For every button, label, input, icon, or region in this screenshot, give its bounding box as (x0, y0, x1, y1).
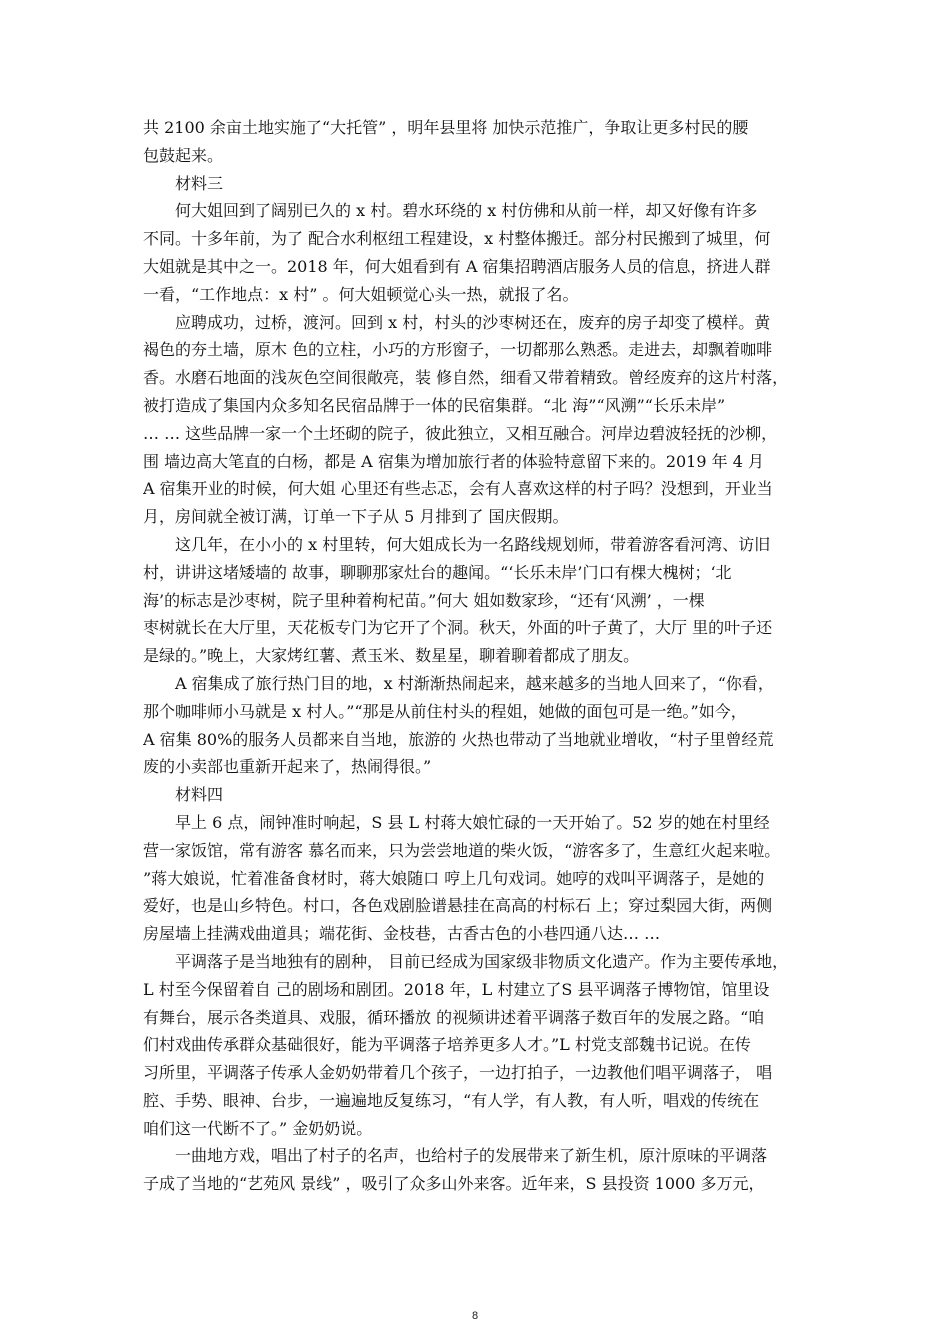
text-line: 营一家饭馆，常有游客 慕名而来，只为尝尝地道的柴火饭，“游客多了，生意红火起来啦。 (143, 840, 781, 860)
text-line: 们村戏曲传承群众基础很好，能为平调落子培养更多人才。”L 村党支部魏书记说。在传 (143, 1035, 751, 1055)
text-line: 平调落子是当地独有的剧种， 目前已经成为国家级非物质文化遗产。作为主要传承地， (175, 951, 789, 971)
text-line: 月，房间就全被订满，订单一下子从 5 月排到了 国庆假期。 (143, 507, 569, 527)
text-line: 大姐就是其中之一。2018 年，何大姐看到有 A 宿集招聘酒店服务人员的信息，挤进人群 (143, 256, 771, 276)
text-line: 海’的标志是沙枣树，院子里种着枸杞苗。”何大 姐如数家珍，“还有‘风溯’ ，一棵 (143, 590, 705, 610)
text-line: 房屋墙上挂满戏曲道具；端花街、金枝巷，古香古色的小巷四通八达… … (143, 924, 661, 944)
text-line: L 村至今保留着自 己的剧场和剧团。2018 年，L 村建立了S 县平调落子博物馆，馆里设 (143, 979, 770, 999)
text-line: 褐色的夯土墙，原木 色的立柱，小巧的方形窗子，一切都那么熟悉。走进去，却飘着咖啡 (143, 340, 773, 360)
text-line: 材料三 (175, 173, 224, 193)
text-line: 有舞台，展示各类道具、戏服，循环播放 的视频讲述着平调落子数百年的发展之路。“咱 (143, 1007, 765, 1027)
text-line: 那个咖啡师小马就是 x 村人。”“那是从前住村头的程姐，她做的面包可是一绝。”如今， (143, 701, 747, 721)
text-line: 爱好，也是山乡特色。村口，各色戏剧脸谱悬挂在高高的村标石 上；穿过梨园大街，两侧 (143, 896, 773, 916)
text-line: 咱们这一代断不了。” 金奶奶说。 (143, 1118, 373, 1138)
text-line: 应聘成功，过桥，渡河。回到 x 村，村头的沙枣树还在，废弃的房子却变了模样。黄 (175, 312, 771, 332)
text-line: ”蒋大娘说，忙着准备食材时，蒋大娘随口 哼上几句戏词。她哼的戏叫平调落子，是她的 (143, 868, 765, 888)
text-line: A 宿集 80%的服务人员都来自当地，旅游的 火热也带动了当地就业增收，“村子里曾经荒 (143, 729, 774, 749)
text-line: 村，讲讲这堵矮墙的 故事，聊聊那家灶台的趣闻。“‘长乐未岸’门口有棵大槐树；‘北 (143, 562, 732, 582)
text-line: 香。水磨石地面的浅灰色空间很敞亮，装 修自然，细看又带着精致。曾经废弃的这片村落， (143, 368, 789, 388)
text-line: 这几年，在小小的 x 村里转，何大姐成长为一名路线规划师，带着游客看河湾、访旧 (175, 534, 771, 554)
text-line: 子成了当地的“艺苑风 景线” ，吸引了众多山外来客。近年来，S 县投资 1000 多万元， (143, 1174, 765, 1194)
page-number: 8 (471, 1310, 479, 1322)
text-line: 是绿的。”晚上，大家烤红薯、煮玉米、数星星，聊着聊着都成了朋友。 (143, 646, 640, 666)
text-line: 一看，“工作地点：x 村” 。何大姐顿觉心头一热，就报了名。 (143, 284, 579, 304)
text-line: 围 墙边高大笔直的白杨，都是 A 宿集为增加旅行者的体验特意留下来的。2019 年 4 月 (143, 451, 764, 471)
text-line: 枣树就长在大厅里，天花板专门为它开了个洞。秋天，外面的叶子黄了，大厅 里的叶子还 (143, 618, 773, 638)
text-line: 腔、手势、眼神、台步，一遍遍地反复练习，“有人学，有人教，有人听，唱戏的传统在 (143, 1090, 760, 1110)
text-line: 材料四 (175, 785, 224, 805)
document-body (143, 114, 807, 1198)
text-line: A 宿集成了旅行热门目的地，x 村渐渐热闹起来，越来越多的当地人回来了，“你看， (175, 673, 774, 693)
text-line: 共 2100 余亩土地实施了“大托管” ，明年县里将 加快示范推广，争取让更多村民的腰 (143, 118, 749, 137)
text-line: 废的小卖部也重新开起来了，热闹得很。” (143, 757, 432, 777)
text-line: A 宿集开业的时候，何大姐 心里还有些忐忑，会有人喜欢这样的村子吗？没想到，开业当 (143, 479, 773, 499)
text-line: … … 这些品牌一家一个土坯砌的院子，彼此独立，又相互融合。河岸边碧波轻抚的沙柳， (143, 423, 778, 443)
text-line: 包鼓起来。 (143, 145, 224, 165)
text-line: 习所里，平调落子传承人金奶奶带着几个孩子，一边打拍子，一边教他们唱平调落子， 唱 (143, 1063, 773, 1083)
text-line: 早上 6 点，闹钟准时响起，S 县 L 村蒋大娘忙碌的一天开始了。52 岁的她在村里经 (175, 812, 770, 832)
text-line: 何大姐回到了阔别已久的 x 村。碧水环绕的 x 村仿佛和从前一样，却又好像有许多 (175, 201, 758, 221)
text-line: 不同。十多年前，为了 配合水利枢纽工程建设，x 村整体搬迁。部分村民搬到了城里，何 (143, 229, 771, 249)
text-line: 被打造成了集国内众多知名民宿品牌于一体的民宿集群。“北 海”“风溯”“长乐未岸” (143, 395, 726, 415)
text-line: 一曲地方戏，唱出了村子的名声，也给村子的发展带来了新生机，原汁原味的平调落 (175, 1146, 768, 1166)
